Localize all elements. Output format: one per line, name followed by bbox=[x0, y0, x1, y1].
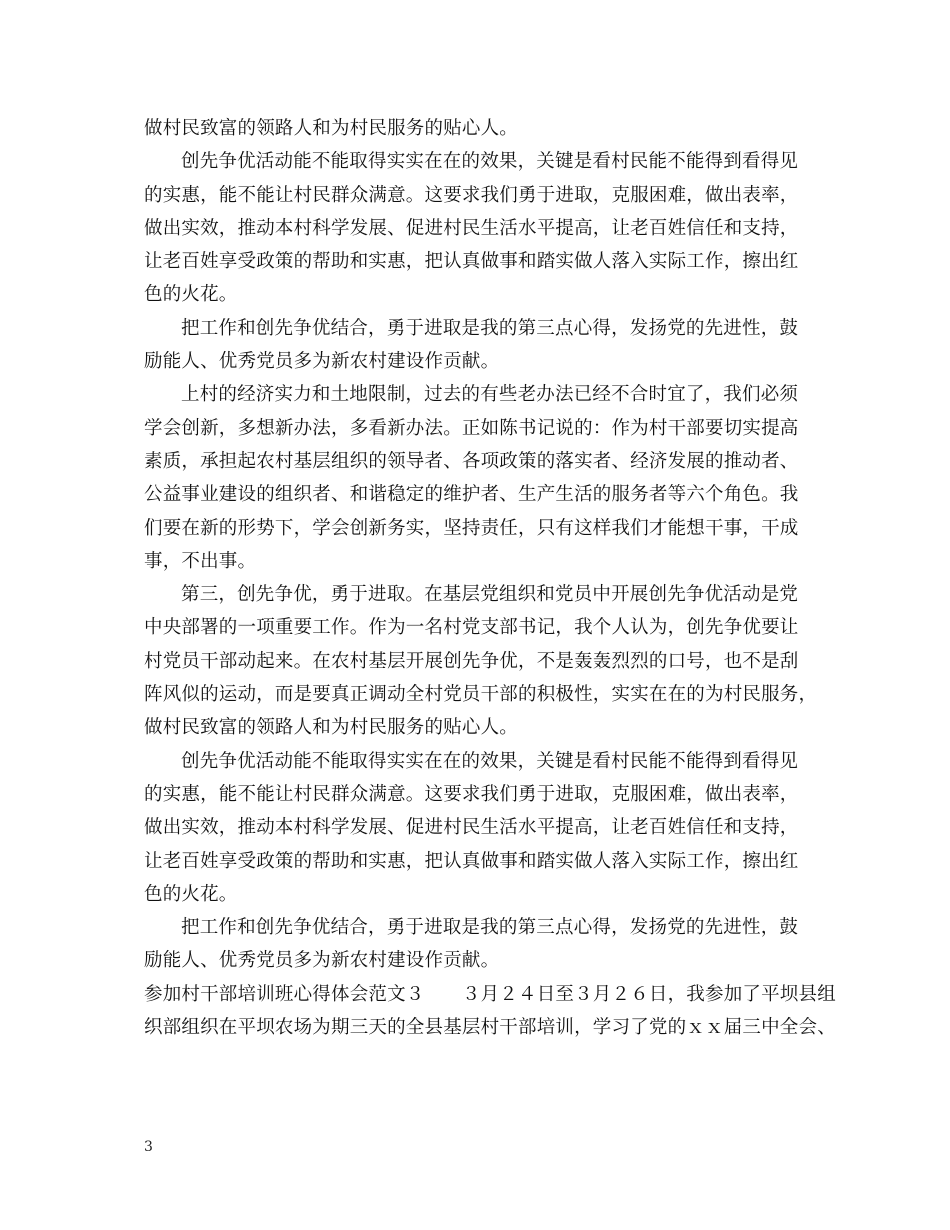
text-line: 励能人、优秀党员多为新农村建设作贡献。 bbox=[144, 950, 500, 972]
text-line: 把工作和创先争优结合，勇于进取是我的第三点心得，发扬党的先进性，鼓 bbox=[181, 317, 799, 339]
text-line: 事，不出事。 bbox=[144, 550, 257, 572]
body-text bbox=[144, 112, 836, 1044]
text-line: 做村民致富的领路人和为村民服务的贴心人。 bbox=[144, 717, 519, 739]
text-line: 阵风似的运动，而是要真正调动全村党员干部的积极性，实实在在的为村民服务， bbox=[144, 684, 818, 706]
text-line: 做出实效，推动本村科学发展、促进村民生活水平提高，让老百姓信任和支持， bbox=[144, 817, 799, 839]
text-line: 创先争优活动能不能取得实实在在的效果，关键是看村民能不能得到看得见 bbox=[181, 750, 799, 772]
text-line: 创先争优活动能不能取得实实在在的效果，关键是看村民能不能得到看得见 bbox=[181, 151, 799, 173]
text-line: 让老百姓享受政策的帮助和实惠，把认真做事和踏实做人落入实际工作，擦出红 bbox=[144, 251, 799, 273]
text-line: 学会创新，多想新办法，多看新办法。正如陈书记说的：作为村干部要切实提高 bbox=[144, 417, 799, 439]
text-line: 中央部署的一项重要工作。作为一名村党支部书记，我个人认为，创先争优要让 bbox=[144, 617, 799, 639]
text-line: 的实惠，能不能让村民群众满意。这要求我们勇于进取，克服困难，做出表率， bbox=[144, 184, 799, 206]
text-line: 上村的经济实力和土地限制，过去的有些老办法已经不合时宜了，我们必须 bbox=[181, 384, 799, 406]
page-number: 3 bbox=[144, 1139, 153, 1155]
text-line: 村党员干部动起来。在农村基层开展创先争优，不是轰轰烈烈的口号，也不是刮 bbox=[144, 650, 799, 672]
text-line: 色的火花。 bbox=[144, 883, 238, 905]
text-line: 做村民致富的领路人和为村民服务的贴心人。 bbox=[144, 118, 519, 139]
text-line: 的实惠，能不能让村民群众满意。这要求我们勇于进取，克服困难，做出表率， bbox=[144, 783, 799, 805]
text-line: 色的火花。 bbox=[144, 284, 238, 306]
text-line: 素质，承担起农村基层组织的领导者、各项政策的落实者、经济发展的推动者、 bbox=[144, 450, 799, 472]
text-line: 公益事业建设的组织者、和谐稳定的维护者、生产生活的服务者等六个角色。我 bbox=[144, 484, 799, 506]
text-line: 第三，创先争优，勇于进取。在基层党组织和党员中开展创先争优活动是党 bbox=[181, 584, 799, 606]
text-line: 们要在新的形势下，学会创新务实，坚持责任，只有这样我们才能想干事，干成 bbox=[144, 517, 799, 539]
text-line: 做出实效，推动本村科学发展、促进村民生活水平提高，让老百姓信任和支持， bbox=[144, 217, 799, 239]
text-line: 织部组织在平坝农场为期三天的全县基层村干部培训，学习了党的ｘｘ届三中全会、 bbox=[144, 1017, 836, 1039]
text-line: 励能人、优秀党员多为新农村建设作贡献。 bbox=[144, 351, 500, 373]
text-line: 把工作和创先争优结合，勇于进取是我的第三点心得，发扬党的先进性，鼓 bbox=[181, 917, 799, 939]
text-line: 让老百姓享受政策的帮助和实惠，把认真做事和踏实做人落入实际工作，擦出红 bbox=[144, 850, 799, 872]
text-line: 参加村干部培训班心得体会范文３ ３月２４日至３月２６日，我参加了平坝县组 bbox=[144, 983, 836, 1005]
